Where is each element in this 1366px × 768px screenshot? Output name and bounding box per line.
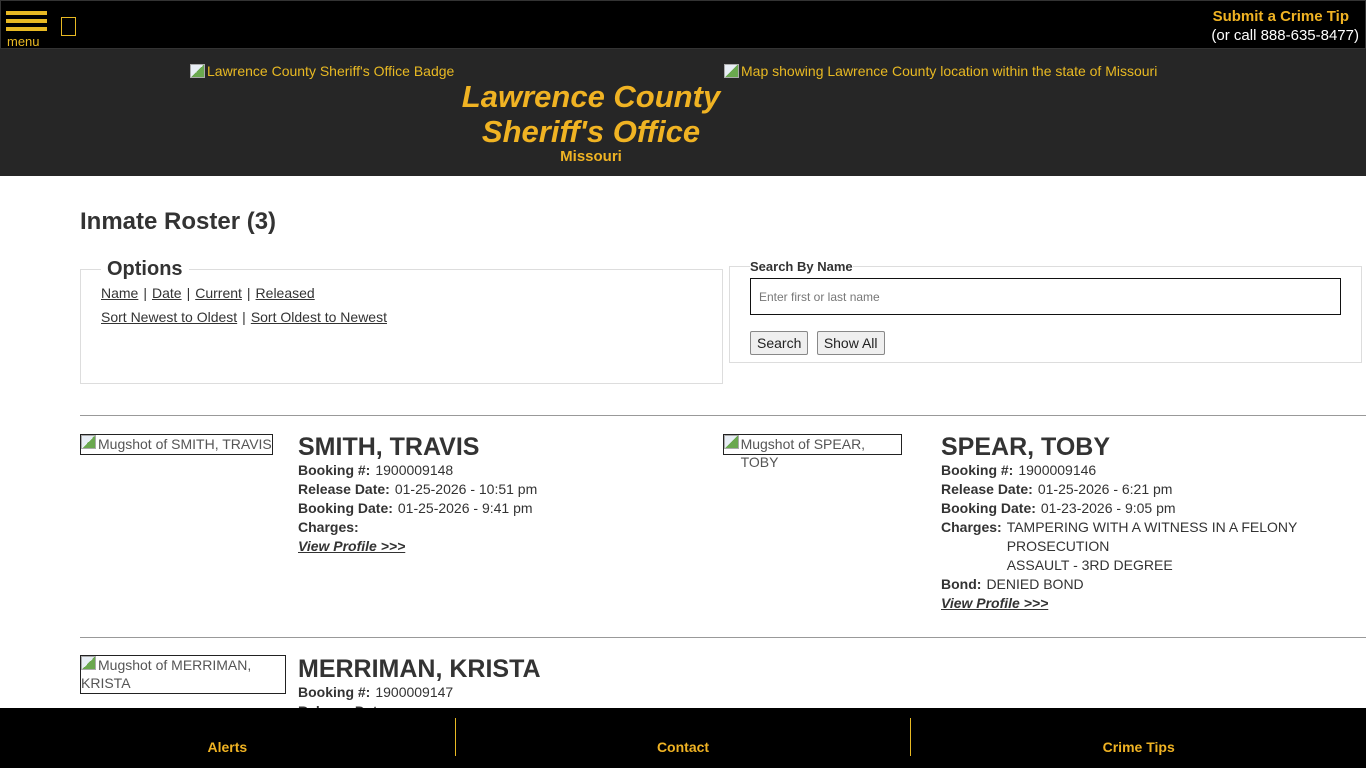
- filter-name-link[interactable]: Name: [101, 285, 139, 301]
- booking-number-row: [298, 461, 698, 480]
- mugshot-image[interactable]: [80, 655, 286, 694]
- booking-number: 1900009146: [1018, 462, 1097, 478]
- inmate-info: [941, 433, 1361, 613]
- search-input[interactable]: [750, 278, 1341, 315]
- charges-row: [298, 518, 698, 537]
- broken-image-icon: [190, 64, 205, 78]
- map-alt-text: Map showing Lawrence County location within the state of Missouri: [741, 63, 1158, 79]
- sort-links: [101, 309, 702, 325]
- filter-date-link[interactable]: Date: [152, 285, 182, 301]
- separator: |: [242, 309, 246, 325]
- menu-label: menu: [7, 34, 40, 49]
- field-label: Booking #:: [298, 462, 371, 478]
- mugshot-alt-text: Mugshot of SMITH, TRAVIS: [98, 436, 272, 452]
- hamburger-icon: [6, 11, 47, 15]
- broken-image-icon: [724, 435, 739, 449]
- sort-oldest-link[interactable]: Sort Oldest to Newest: [250, 309, 387, 325]
- menu-button[interactable]: [6, 11, 48, 49]
- field-label: Release Date:: [298, 481, 390, 497]
- separator: |: [186, 285, 191, 301]
- view-profile-link[interactable]: View Profile >>>: [941, 595, 1049, 611]
- mugshot-alt-text: Mugshot of MERRIMAN, KRISTA: [81, 657, 252, 691]
- field-label: Charges:: [298, 519, 359, 535]
- charge-item: ASSAULT - 3RD DEGREE: [1006, 557, 1173, 573]
- page-title: Inmate Roster (3): [80, 208, 277, 235]
- search-panel: [729, 259, 1362, 363]
- sheriff-badge-image: [190, 63, 454, 79]
- field-label: Booking Date:: [941, 500, 1036, 516]
- booking-number-row: [941, 461, 1361, 480]
- hamburger-icon-bar: [6, 19, 47, 23]
- broken-image-icon: [81, 656, 96, 670]
- divider: [80, 637, 1366, 638]
- booking-number-row: [298, 683, 698, 702]
- badge-alt-text: Lawrence County Sheriff's Office Badge: [207, 63, 455, 79]
- field-label: Booking Date:: [298, 500, 393, 516]
- mugshot-image[interactable]: [723, 434, 902, 470]
- county-map-image: [724, 63, 1157, 79]
- tip-phone: (or call 888-635-8477): [1211, 27, 1359, 44]
- sort-newest-link[interactable]: Sort Newest to Oldest: [101, 309, 238, 325]
- crime-tip-block: [1211, 8, 1359, 44]
- field-label: Bond:: [941, 576, 982, 592]
- submit-crime-tip-link[interactable]: Submit a Crime Tip: [1212, 8, 1349, 25]
- inmate-name: MERRIMAN, KRISTA: [298, 655, 541, 683]
- field-label: Charges:: [941, 519, 1002, 535]
- charge-item: TAMPERING WITH A WITNESS IN A FELONY: [1006, 519, 1298, 535]
- footer-contact-link[interactable]: Contact: [656, 739, 710, 755]
- footer-nav: [0, 708, 1366, 768]
- separator: |: [143, 285, 147, 301]
- booking-date-row: [941, 499, 1361, 518]
- footer-crime-tips-link[interactable]: Crime Tips: [1102, 739, 1175, 755]
- release-date-row: [298, 480, 698, 499]
- inmate-info: [298, 433, 698, 556]
- footer-alerts-link[interactable]: Alerts: [207, 739, 248, 755]
- charges-row: [941, 518, 1361, 575]
- hamburger-icon-bar: [6, 27, 47, 31]
- mugshot-alt-text: Mugshot of SPEAR, TOBY: [740, 436, 866, 470]
- site-title: [440, 79, 742, 165]
- search-legend: Search By Name: [750, 259, 853, 274]
- field-label: Booking #:: [941, 462, 1014, 478]
- site-header: [0, 49, 1366, 176]
- booking-number: 1900009148: [375, 462, 454, 478]
- show-all-button[interactable]: Show All: [817, 331, 885, 355]
- bond-value: DENIED BOND: [986, 576, 1084, 592]
- filter-released-link[interactable]: Released: [255, 285, 315, 301]
- booking-number: 1900009147: [375, 684, 454, 700]
- inmate-name: SPEAR, TOBY: [941, 433, 1111, 461]
- booking-date: 01-23-2026 - 9:05 pm: [1040, 500, 1176, 516]
- bond-row: [941, 575, 1361, 594]
- title-line-1: Lawrence County: [461, 79, 721, 114]
- options-panel: [80, 258, 723, 384]
- booking-date-row: [298, 499, 698, 518]
- booking-date: 01-25-2026 - 9:41 pm: [397, 500, 533, 516]
- release-date: 01-25-2026 - 6:21 pm: [1037, 481, 1173, 497]
- options-legend: Options: [107, 258, 183, 280]
- field-label: Booking #:: [298, 684, 371, 700]
- mugshot-image[interactable]: [80, 434, 273, 455]
- release-date: 01-25-2026 - 10:51 pm: [394, 481, 538, 497]
- title-line-2: Sheriff's Office: [481, 114, 701, 149]
- broken-image-icon: [81, 435, 96, 449]
- broken-image-icon: [724, 64, 739, 78]
- filter-links: [101, 285, 702, 301]
- charges-list: [1007, 518, 1298, 575]
- missing-glyph-icon[interactable]: [61, 17, 76, 36]
- separator: |: [246, 285, 251, 301]
- view-profile-link[interactable]: View Profile >>>: [298, 538, 406, 554]
- mugshot-alt-wrap: [81, 656, 285, 692]
- filter-current-link[interactable]: Current: [195, 285, 242, 301]
- inmate-name: SMITH, TRAVIS: [298, 433, 480, 461]
- search-button[interactable]: Search: [750, 331, 808, 355]
- title-subtitle: Missouri: [560, 148, 622, 165]
- divider: [80, 415, 1366, 416]
- charge-item: PROSECUTION: [1006, 538, 1110, 554]
- top-bar: [0, 0, 1366, 49]
- release-date-row: [941, 480, 1361, 499]
- search-buttons: [750, 331, 1341, 355]
- field-label: Release Date:: [941, 481, 1033, 497]
